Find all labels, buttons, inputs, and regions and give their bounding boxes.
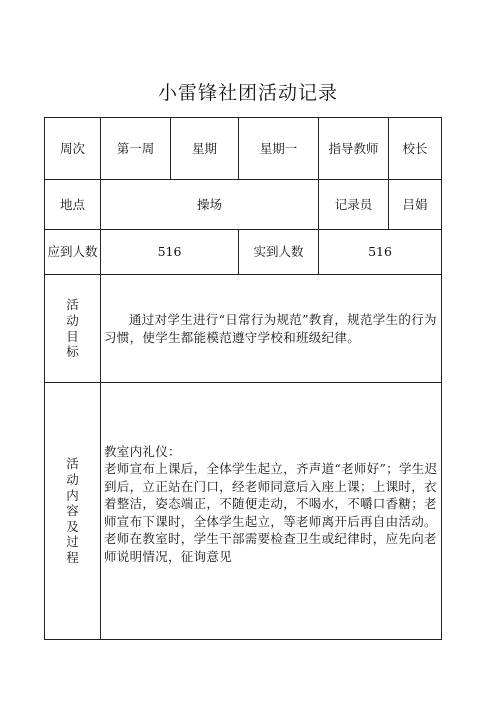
goal-text: 通过对学生进行“日常行为规范”教育，规范学生的行为习惯，使学生都能模范遵守学校和班级纪律。 [104,312,437,345]
day-value: 星期一 [239,118,319,180]
goal-text-cell [101,275,442,383]
week-value: 第一周 [101,118,171,180]
row-process [45,383,442,640]
week-label: 周次 [45,118,101,180]
recorder-value: 吕娟 [389,180,442,230]
process-heading: 教室内礼仪： [104,443,181,459]
day-label: 星期 [171,118,239,180]
teacher-label: 指导教师 [319,118,389,180]
place-label: 地点 [45,180,101,230]
row-attendance [45,230,442,275]
expected-value: 516 [101,230,239,275]
expected-label: 应到人数 [45,230,101,275]
place-value: 操场 [101,180,319,230]
process-text: 老师宣布上课后，全体学生起立，齐声道“老师好”；学生迟到后，立正站在门口，经老师同意后入座上课；上课时，衣着整洁，姿态端正，不随便走动，不喝水，不嚼口香糖；老师宣布下课时，全体学生起立，等老师离开后再自由活动。老师在教室时，学生干部需要检查卫生或纪律时，应先向老师说明情况，征询意见 [104,461,438,564]
row-goal [45,275,442,383]
row-place-info [45,180,442,230]
process-label: 活 动 内 容 及 过 程 [45,383,101,640]
row-week-info [45,118,442,180]
activity-record-table [44,117,442,640]
actual-label: 实到人数 [239,230,319,275]
page-title: 小雷锋社团活动记录 [157,82,338,104]
process-text-cell [101,383,442,640]
actual-value: 516 [319,230,442,275]
teacher-value: 校长 [389,118,442,180]
goal-label: 活 动 目 标 [45,275,101,383]
recorder-label: 记录员 [319,180,389,230]
